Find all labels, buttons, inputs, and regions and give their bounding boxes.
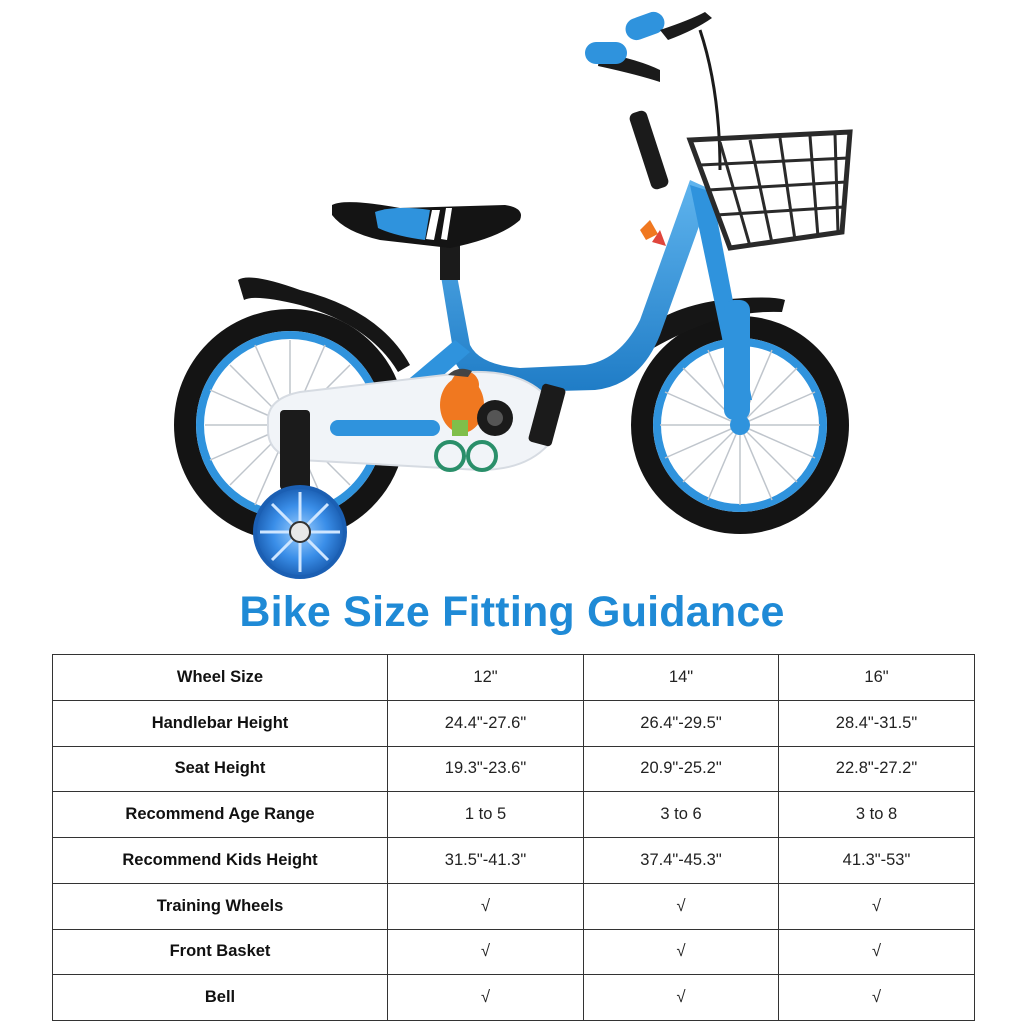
- table-cell: 22.8"-27.2": [779, 746, 975, 792]
- row-label: Bell: [53, 975, 388, 1021]
- check-cell: √: [584, 929, 779, 975]
- table-cell: 24.4"-27.6": [388, 700, 584, 746]
- table-row: [53, 792, 975, 838]
- check-cell: √: [388, 883, 584, 929]
- row-label: Wheel Size: [53, 655, 388, 701]
- table-cell: 1 to 5: [388, 792, 584, 838]
- check-cell: √: [779, 883, 975, 929]
- size-table: [52, 654, 975, 1021]
- check-cell: √: [388, 929, 584, 975]
- table-cell: 14": [584, 655, 779, 701]
- table-cell: 3 to 6: [584, 792, 779, 838]
- row-label: Handlebar Height: [53, 700, 388, 746]
- table-cell: 3 to 8: [779, 792, 975, 838]
- table-row: [53, 700, 975, 746]
- table-row: [53, 838, 975, 884]
- table-cell: 26.4"-29.5": [584, 700, 779, 746]
- bike-seat: [332, 202, 521, 248]
- table-cell: 16": [779, 655, 975, 701]
- table-cell: 31.5"-41.3": [388, 838, 584, 884]
- table-cell: 19.3"-23.6": [388, 746, 584, 792]
- table-cell: 12": [388, 655, 584, 701]
- row-label: Seat Height: [53, 746, 388, 792]
- check-cell: √: [388, 975, 584, 1021]
- table-row: [53, 929, 975, 975]
- check-cell: √: [779, 929, 975, 975]
- check-cell: √: [584, 883, 779, 929]
- check-cell: √: [779, 975, 975, 1021]
- table-row: [53, 883, 975, 929]
- page-title: Bike Size Fitting Guidance: [239, 588, 785, 636]
- row-label: Recommend Kids Height: [53, 838, 388, 884]
- row-label: Recommend Age Range: [53, 792, 388, 838]
- check-cell: √: [584, 975, 779, 1021]
- table-row: [53, 655, 975, 701]
- table-cell: 41.3"-53": [779, 838, 975, 884]
- table-cell: 28.4"-31.5": [779, 700, 975, 746]
- table-row: [53, 746, 975, 792]
- table-row: [53, 975, 975, 1021]
- row-label: Front Basket: [53, 929, 388, 975]
- table-cell: 37.4"-45.3": [584, 838, 779, 884]
- table-cell: 20.9"-25.2": [584, 746, 779, 792]
- row-label: Training Wheels: [53, 883, 388, 929]
